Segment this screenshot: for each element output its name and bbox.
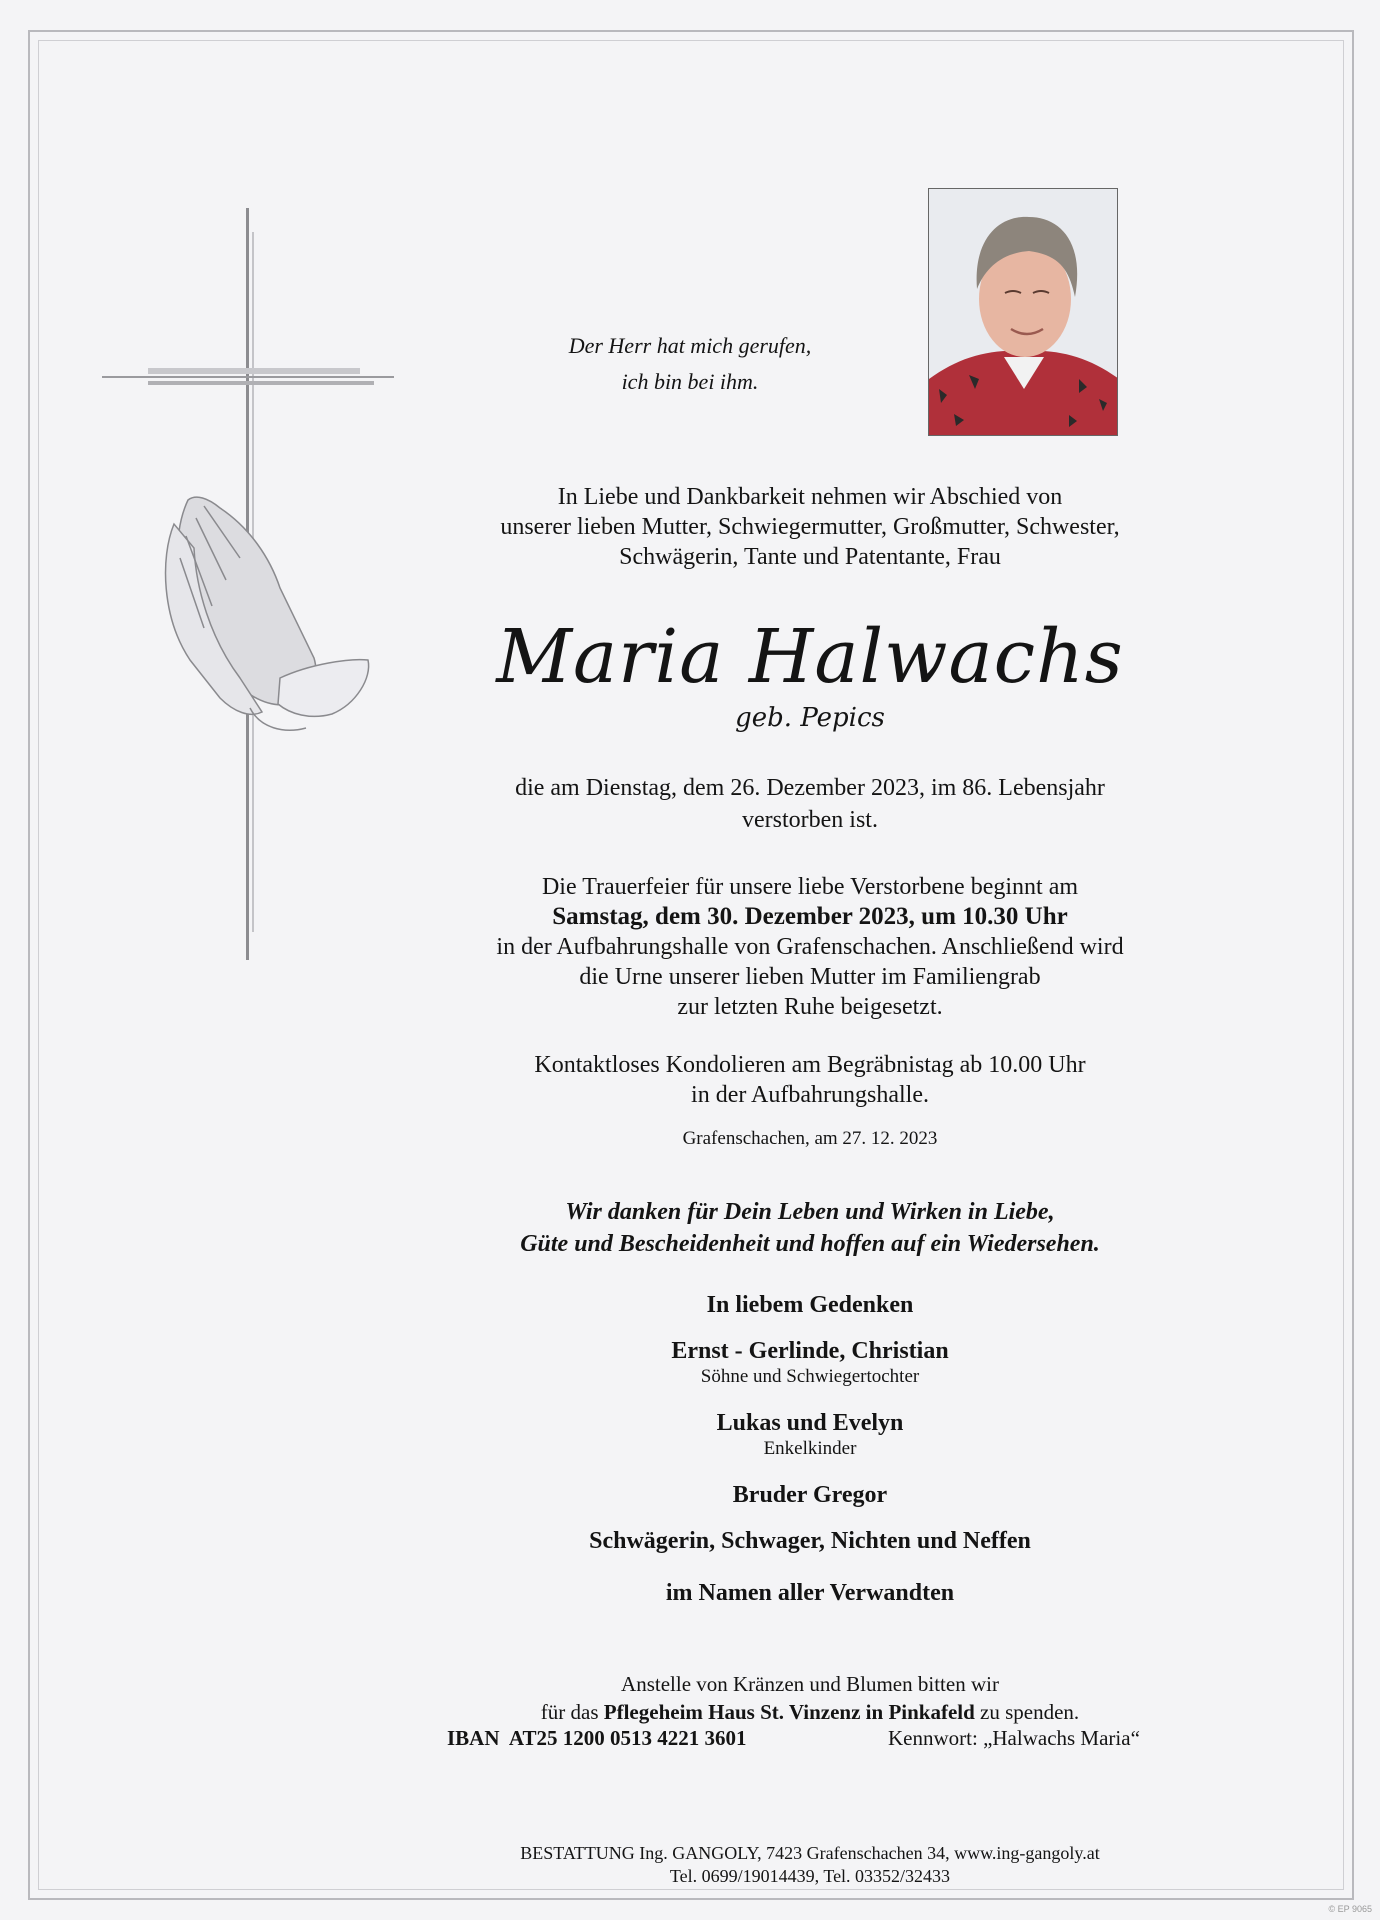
motto bbox=[560, 328, 820, 400]
donation-text: für das bbox=[540, 1700, 604, 1724]
motto-line-2: ich bin bei ihm. bbox=[621, 369, 759, 394]
family-name: Bruder Gregor bbox=[732, 1482, 888, 1508]
cross-with-praying-hands bbox=[100, 208, 400, 968]
funeral-line-4: die Urne unserer lieben Mutter im Familiengrab bbox=[579, 964, 1041, 990]
funeral-line-5: zur letzten Ruhe beigesetzt. bbox=[677, 994, 943, 1020]
donation-line-1: Anstelle von Kränzen und Blumen bitten wir bbox=[621, 1672, 999, 1696]
condolence-line-2: in der Aufbahrungshalle. bbox=[691, 1082, 929, 1108]
death-notice bbox=[430, 772, 1190, 836]
family-entry bbox=[430, 1578, 1190, 1608]
family-name: Schwägerin, Schwager, Nichten und Neffen bbox=[589, 1528, 1031, 1554]
family-entry bbox=[430, 1480, 1190, 1510]
family-entry bbox=[430, 1408, 1190, 1460]
donation-keyword: Kennwort: „Halwachs Maria“ bbox=[888, 1726, 1140, 1750]
thanks-text bbox=[430, 1196, 1190, 1260]
intro-line-2: unserer lieben Mutter, Schwiegermutter, Großmutter, Schwester, bbox=[500, 514, 1120, 540]
funeral-info bbox=[430, 872, 1190, 1022]
funeral-line-3: in der Aufbahrungshalle von Grafenschachen. Anschließend wird bbox=[496, 934, 1124, 960]
family-entry bbox=[430, 1336, 1190, 1388]
funeral-line-1: Die Trauerfeier für unsere liebe Verstorbene beginnt am bbox=[541, 874, 1079, 900]
portrait-photo bbox=[928, 188, 1118, 436]
praying-hands-icon bbox=[166, 497, 369, 730]
footer-line-1: BESTATTUNG Ing. GANGOLY, 7423 Grafenschachen 34, www.ing-gangoly.at bbox=[520, 1843, 1100, 1863]
family-relation: Enkelkinder bbox=[763, 1438, 857, 1459]
funeral-home-footer bbox=[430, 1842, 1190, 1888]
death-line-1: die am Dienstag, dem 26. Dezember 2023, im 86. Lebensjahr bbox=[515, 775, 1105, 801]
family-name: Lukas und Evelyn bbox=[716, 1410, 904, 1436]
death-line-2: verstorben ist. bbox=[742, 807, 878, 833]
donation-line-2 bbox=[430, 1698, 1190, 1726]
donation-text: zu spenden. bbox=[974, 1700, 1080, 1724]
iban: IBAN AT25 1200 0513 4221 3601 bbox=[447, 1726, 747, 1750]
thanks-line-1: Wir danken für Dein Leben und Wirken in Liebe, bbox=[565, 1199, 1055, 1225]
birth-name: geb. Pepics bbox=[735, 703, 885, 733]
place-date: Grafenschachen, am 27. 12. 2023 bbox=[682, 1128, 938, 1149]
condolence-info bbox=[430, 1050, 1190, 1110]
intro-text bbox=[430, 482, 1190, 572]
donation-recipient: Pflegeheim Haus St. Vinzenz in Pinkafeld bbox=[603, 1700, 975, 1724]
intro-line-1: In Liebe und Dankbarkeit nehmen wir Abschied von bbox=[557, 484, 1063, 510]
family-entry bbox=[430, 1526, 1190, 1556]
footer-line-2: Tel. 0699/19014439, Tel. 03352/32433 bbox=[669, 1866, 951, 1886]
family-name: Ernst - Gerlinde, Christian bbox=[671, 1338, 949, 1364]
family-relation: Söhne und Schwiegertochter bbox=[700, 1366, 920, 1387]
funeral-date: Samstag, dem 30. Dezember 2023, um 10.30 Uhr bbox=[552, 903, 1068, 930]
thanks-line-2: Güte und Bescheidenheit und hoffen auf ein Wiedersehen. bbox=[520, 1231, 1100, 1257]
deceased-name: Maria Halwachs bbox=[496, 614, 1124, 700]
family-name: im Namen aller Verwandten bbox=[665, 1580, 955, 1606]
donation-request bbox=[430, 1670, 1190, 1726]
intro-line-3: Schwägerin, Tante und Patentante, Frau bbox=[619, 544, 1001, 570]
condolence-line-1: Kontaktloses Kondolieren am Begräbnistag ab 10.00 Uhr bbox=[534, 1052, 1086, 1078]
print-code: © EP 9065 bbox=[1328, 1904, 1372, 1914]
memory-heading: In liebem Gedenken bbox=[706, 1292, 914, 1318]
motto-line-1: Der Herr hat mich gerufen, bbox=[568, 333, 812, 358]
